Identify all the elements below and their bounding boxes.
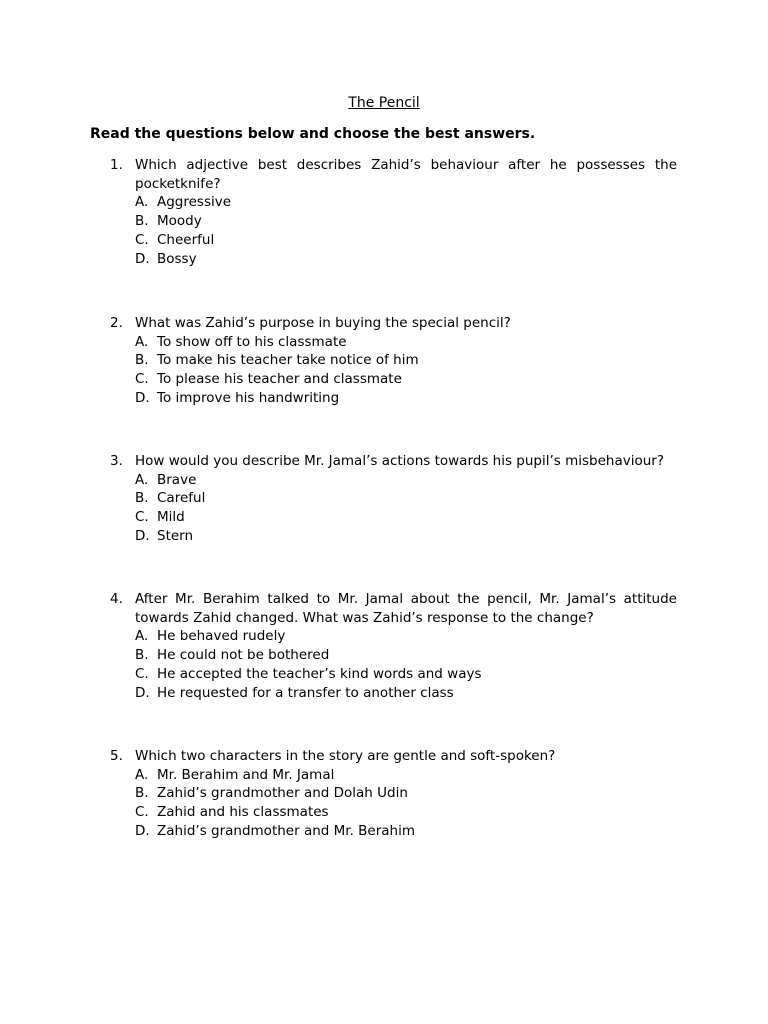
option-b — [110, 784, 677, 803]
question-text: Which adjective best describes Zahid’s behaviour after he possesses the pocketknife? — [135, 157, 677, 192]
option-letter: C. — [135, 804, 149, 821]
question-text: After Mr. Berahim talked to Mr. Jamal about the pencil, Mr. Jamal’s attitude towards Zahid changed. What was Zahid’s response to the change? — [135, 591, 677, 626]
option-b — [110, 646, 677, 665]
option-c — [110, 231, 677, 250]
question-2 — [110, 314, 677, 408]
option-d — [110, 389, 677, 408]
question-number: 2. — [110, 315, 123, 331]
option-letter: C. — [135, 231, 149, 248]
option-text: Bossy — [157, 250, 197, 267]
option-text: Mild — [157, 509, 185, 526]
page-title: The Pencil — [348, 95, 420, 111]
option-letter: C. — [135, 371, 149, 388]
question-number: 5. — [110, 748, 123, 764]
option-letter: A. — [135, 333, 149, 350]
option-text: He could not be bothered — [157, 647, 330, 664]
question-1 — [110, 156, 677, 268]
option-text: To show off to his classmate — [157, 333, 347, 350]
option-text: Zahid and his classmates — [157, 804, 329, 821]
question-stem — [110, 156, 677, 193]
option-text: Cheerful — [157, 231, 215, 248]
option-letter: A. — [135, 471, 149, 488]
option-d — [110, 527, 677, 546]
option-c — [110, 803, 677, 822]
option-text: To please his teacher and classmate — [157, 371, 402, 388]
option-text: He accepted the teacher’s kind words and ways — [157, 665, 482, 682]
option-text: Moody — [157, 213, 202, 230]
question-stem — [110, 314, 677, 333]
question-number: 3. — [110, 453, 123, 469]
option-text: Mr. Berahim and Mr. Jamal — [157, 766, 335, 783]
question-text: Which two characters in the story are gentle and soft-spoken? — [135, 748, 556, 764]
option-text: To improve his handwriting — [157, 389, 340, 406]
option-letter: D. — [135, 250, 150, 267]
option-text: Brave — [157, 471, 197, 488]
option-text: He requested for a transfer to another class — [157, 684, 454, 701]
question-text: How would you describe Mr. Jamal’s actions towards his pupil’s misbehaviour? — [135, 453, 664, 469]
question-stem — [110, 747, 677, 766]
option-b — [110, 489, 677, 508]
option-a — [110, 471, 677, 490]
question-4 — [110, 590, 677, 702]
option-d — [110, 822, 677, 841]
option-letter: B. — [135, 213, 149, 230]
option-letter: C. — [135, 665, 149, 682]
option-text: He behaved rudely — [157, 628, 286, 645]
option-letter: D. — [135, 389, 150, 406]
option-text: To make his teacher take notice of him — [157, 352, 419, 369]
option-a — [110, 333, 677, 352]
option-text: Stern — [157, 527, 194, 544]
question-stem — [110, 590, 677, 627]
option-d — [110, 684, 677, 703]
option-c — [110, 508, 677, 527]
option-text: Careful — [157, 490, 206, 507]
question-stem — [110, 452, 677, 471]
option-b — [110, 351, 677, 370]
option-letter: B. — [135, 490, 149, 507]
option-c — [110, 370, 677, 389]
option-letter: D. — [135, 822, 150, 839]
option-letter: B. — [135, 785, 149, 802]
option-a — [110, 627, 677, 646]
option-letter: A. — [135, 766, 149, 783]
option-letter: B. — [135, 647, 149, 664]
option-text: Zahid’s grandmother and Dolah Udin — [157, 785, 408, 802]
option-letter: B. — [135, 352, 149, 369]
question-number: 1. — [110, 157, 123, 173]
option-a — [110, 193, 677, 212]
option-d — [110, 250, 677, 269]
option-letter: A. — [135, 194, 149, 211]
option-letter: D. — [135, 527, 150, 544]
question-number: 4. — [110, 591, 123, 607]
option-letter: A. — [135, 628, 149, 645]
instruction-text: Read the questions below and choose the best answers. — [90, 126, 536, 142]
option-letter: D. — [135, 684, 150, 701]
option-c — [110, 665, 677, 684]
question-3 — [110, 452, 677, 546]
question-text: What was Zahid’s purpose in buying the special pencil? — [135, 315, 511, 331]
question-5 — [110, 747, 677, 841]
option-text: Zahid’s grandmother and Mr. Berahim — [157, 822, 416, 839]
option-a — [110, 766, 677, 785]
option-b — [110, 212, 677, 231]
option-text: Aggressive — [157, 194, 232, 211]
option-letter: C. — [135, 509, 149, 526]
